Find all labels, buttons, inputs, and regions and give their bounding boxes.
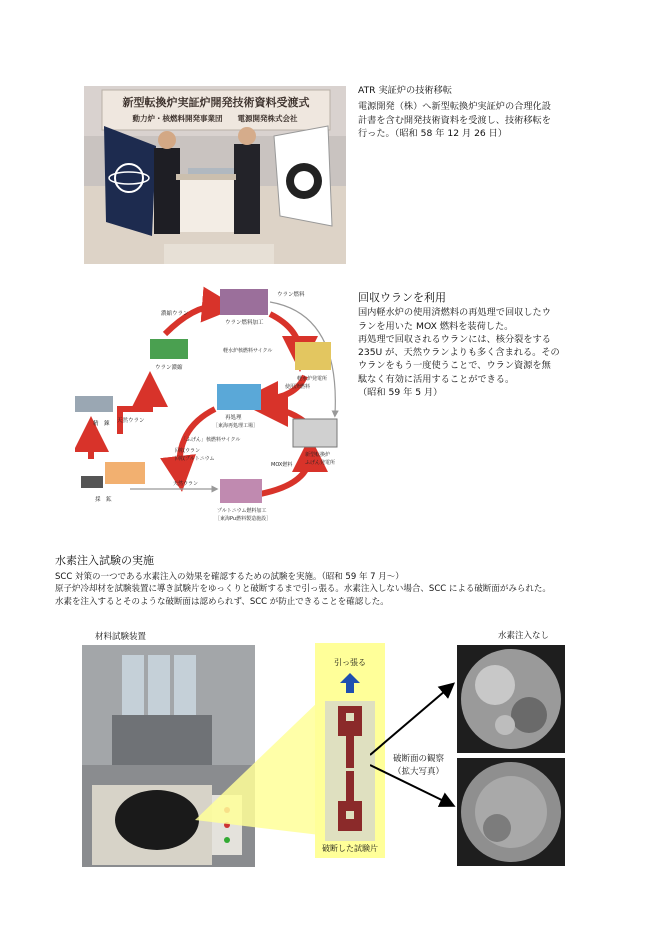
label-lwr-plant: 軽水炉発電所 — [297, 376, 328, 382]
broken-specimen-label: 破断した試験片 — [322, 844, 378, 853]
apparatus-label: 材料試験装置 — [95, 632, 147, 642]
observation-arrows — [370, 670, 465, 820]
section2-text — [358, 291, 633, 399]
fuel-cycle-diagram — [75, 284, 355, 542]
label-natural-uranium: 天然ウラン — [117, 418, 145, 424]
banner-title: 新型転換炉実証炉開発技術資料受渡式 — [122, 96, 310, 109]
label-uranium-fuel: ウラン燃料 — [277, 292, 305, 298]
section2-line-1: 国内軽水炉の使用済燃料の再処理で回収したウ — [358, 307, 551, 319]
arrow-refine-to-enrich — [120, 389, 150, 434]
fracture-photo-no-h2 — [457, 645, 565, 753]
section2-line-2: ランを用いた MOX 燃料を装荷した。 — [358, 320, 514, 332]
fracture-photo-with-h2 — [457, 758, 565, 866]
label-pu-plant: ［東海Pu燃料製造施設］ — [215, 516, 272, 522]
section3-title: 水素注入試験の実施 — [55, 554, 154, 567]
refinery-building — [75, 396, 113, 412]
section3-line-3: 水素を注入するとそのような破断面は認められず、SCC が防止できることを確認した。 — [55, 596, 389, 607]
label-fugen-cycle: 「ふげん」核燃料サイクル — [181, 437, 241, 443]
label-reprocessing-plant: ［東海再処理工場］ — [213, 423, 259, 429]
label-pu-fab: プルトニウム燃料加工 — [217, 508, 267, 514]
pull-arrow-icon — [340, 673, 360, 693]
label-mox-fuel: MOX燃料 — [271, 462, 293, 468]
arrow-pu-to-fugen — [260, 454, 310, 494]
lwr-building — [295, 342, 331, 370]
section2-line-6: 駄なく有効に活用することができる。 — [358, 373, 515, 385]
label-recovered-pu: 回収プルトニウム — [175, 456, 215, 462]
observe-sub-label: （拡大写真） — [393, 767, 445, 777]
section2-line-4: 235U が、天然ウランよりも多く含まれる。その — [358, 347, 560, 359]
section1-title: ATR 実証炉の技術移転 — [358, 85, 452, 96]
label-uranium-fab: ウラン燃料加工 — [225, 320, 264, 326]
section3-line-1: SCC 対策の一つである水素注入の効果を確認するための試験を実施。（昭和 59 年 7 月～） — [55, 571, 404, 582]
pull-label: 引っ張る — [334, 658, 366, 667]
fugen-building — [293, 419, 337, 447]
label-fugen-plant-2: ふげん発電所 — [305, 460, 336, 466]
section3-line-2: 原子炉冷却材を試験装置に導き試験片をゆっくりと破断するまで引っ張る。水素注入しない場合、SCC による破断面がみられた。 — [55, 584, 551, 594]
section2-line-3: 再処理で回収されるウランには、核分裂をする — [358, 333, 551, 345]
reprocessing-building — [217, 384, 261, 410]
observe-label: 破断面の観察 — [393, 754, 445, 764]
section1-line-1: 電源開発（株）へ新型転換炉実証炉の合理化設 — [358, 101, 551, 113]
label-lwr-cycle: 軽水炉核燃料サイクル — [223, 348, 273, 354]
label-recovered-u: 回収ウラン — [175, 448, 201, 454]
label-spent-fuel: 使用済燃料 — [285, 384, 311, 390]
callout-beam — [195, 700, 320, 835]
label-enrichment: ウラン濃縮 — [155, 365, 183, 371]
label-reprocessing: 再処理 — [225, 415, 242, 421]
label-enriched-uranium: 濃縮ウラン — [161, 311, 189, 317]
pu-fab-building — [220, 479, 262, 503]
label-fugen-plant-1: 新型転換炉 — [305, 452, 331, 458]
section2-line-7: （昭和 59 年 5 月） — [358, 387, 443, 399]
no-h2-label: 水素注入なし — [498, 631, 550, 641]
section3-text — [55, 555, 645, 608]
label-natural-uranium-2: 天然ウラン — [173, 481, 199, 487]
section2-title: 回収ウランを利用 — [358, 291, 446, 304]
banner-subtitle: 動力炉・核燃料開発事業団 電源開発株式会社 — [132, 114, 298, 123]
label-mining: 採 鉱 — [95, 497, 112, 503]
section2-line-5: ウランをもう一度使うことで、ウラン資源を無 — [358, 360, 551, 372]
section1-text — [358, 84, 628, 140]
section1-line-2: 計書を含む開発技術資料を受渡し、技術移転を — [358, 114, 551, 126]
label-refining: 精 錬 — [93, 421, 110, 427]
enrichment-building — [150, 339, 188, 359]
mine-pile — [105, 462, 145, 484]
uranium-fab-building — [220, 289, 268, 315]
ceremony-photo — [84, 86, 346, 264]
truck — [81, 476, 103, 488]
broken-specimen — [325, 701, 375, 841]
section1-line-3: 行った。（昭和 58 年 12 月 26 日） — [358, 127, 508, 139]
